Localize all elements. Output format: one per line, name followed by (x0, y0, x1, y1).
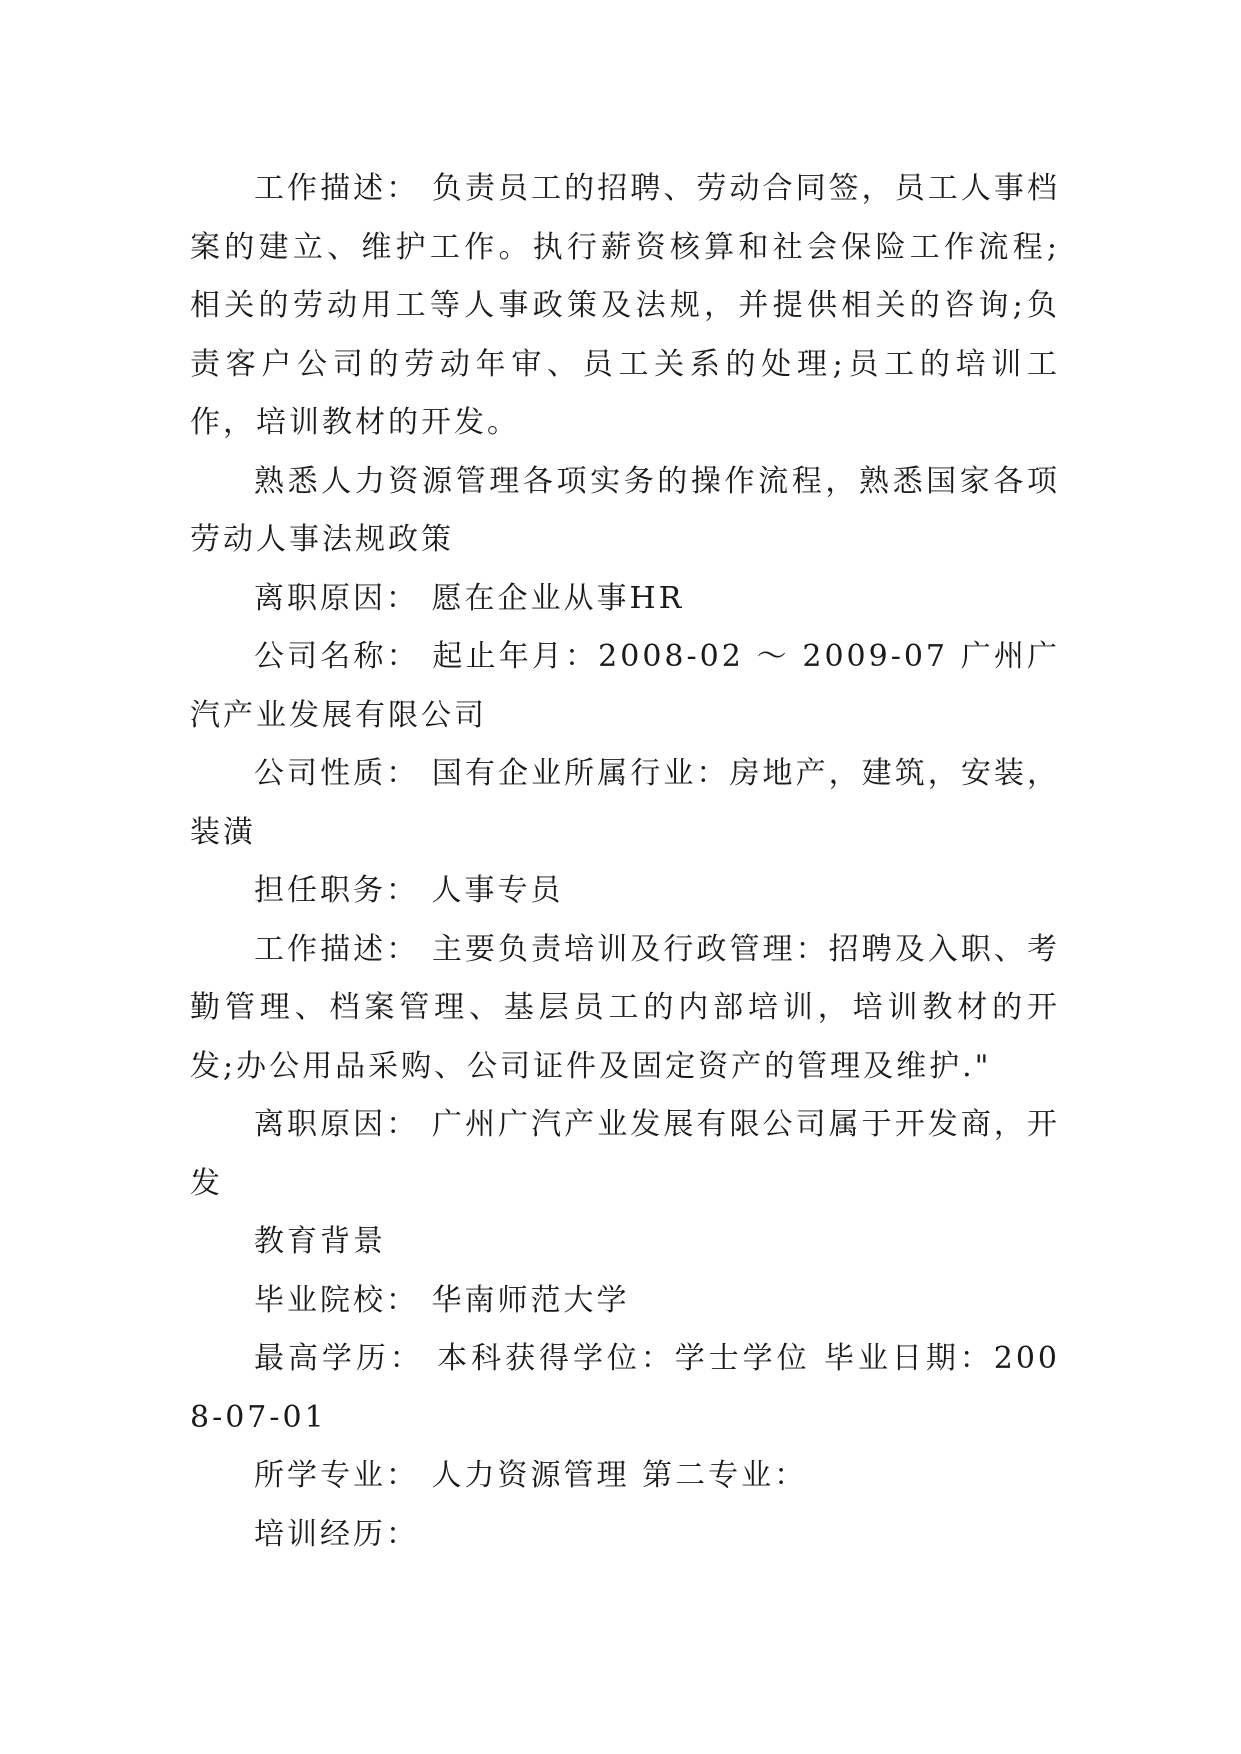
school-paragraph: 毕业院校： 华南师范大学 (254, 1282, 630, 1318)
work-description-paragraph-2: 工作描述： 主要负责培训及行政管理：招聘及入职、考勤管理、档案管理、基层员工的内部培训，培训教材的开发;办公用品采购、公司证件及固定资产的管理及维护." (190, 931, 1060, 1084)
document-page (190, 160, 1060, 1564)
skills-paragraph: 熟悉人力资源管理各项实务的操作流程，熟悉国家各项劳动人事法规政策 (190, 463, 1060, 557)
degree-paragraph: 最高学历： 本科获得学位：学士学位 毕业日期：2008-07-01 (190, 1341, 1060, 1435)
training-paragraph: 培训经历： (254, 1516, 419, 1552)
company-name-paragraph: 公司名称： 起止年月：2008-02 ～ 2009-07 广州广汽产业发展有限公司 (190, 639, 1060, 733)
education-heading: 教育背景 (254, 1224, 386, 1259)
work-description-paragraph: 工作描述： 负责员工的招聘、劳动合同签，员工人事档案的建立、维护工作。执行薪资核算和社会保险工作流程;相关的劳动用工等人事政策及法规，并提供相关的咨询;负责客户公司的劳动年审、员工关系的处理;员工的培训工作，培训教材的开发。 (190, 171, 1060, 440)
position-paragraph: 担任职务： 人事专员 (254, 873, 564, 908)
company-nature-paragraph: 公司性质： 国有企业所属行业：房地产，建筑，安装，装潢 (190, 756, 1060, 850)
leaving-reason-paragraph: 离职原因： 愿在企业从事HR (254, 580, 685, 616)
major-paragraph: 所学专业： 人力资源管理 第二专业： (254, 1458, 808, 1493)
leaving-reason-paragraph-2: 离职原因： 广州广汽产业发展有限公司属于开发商，开发 (190, 1107, 1060, 1201)
